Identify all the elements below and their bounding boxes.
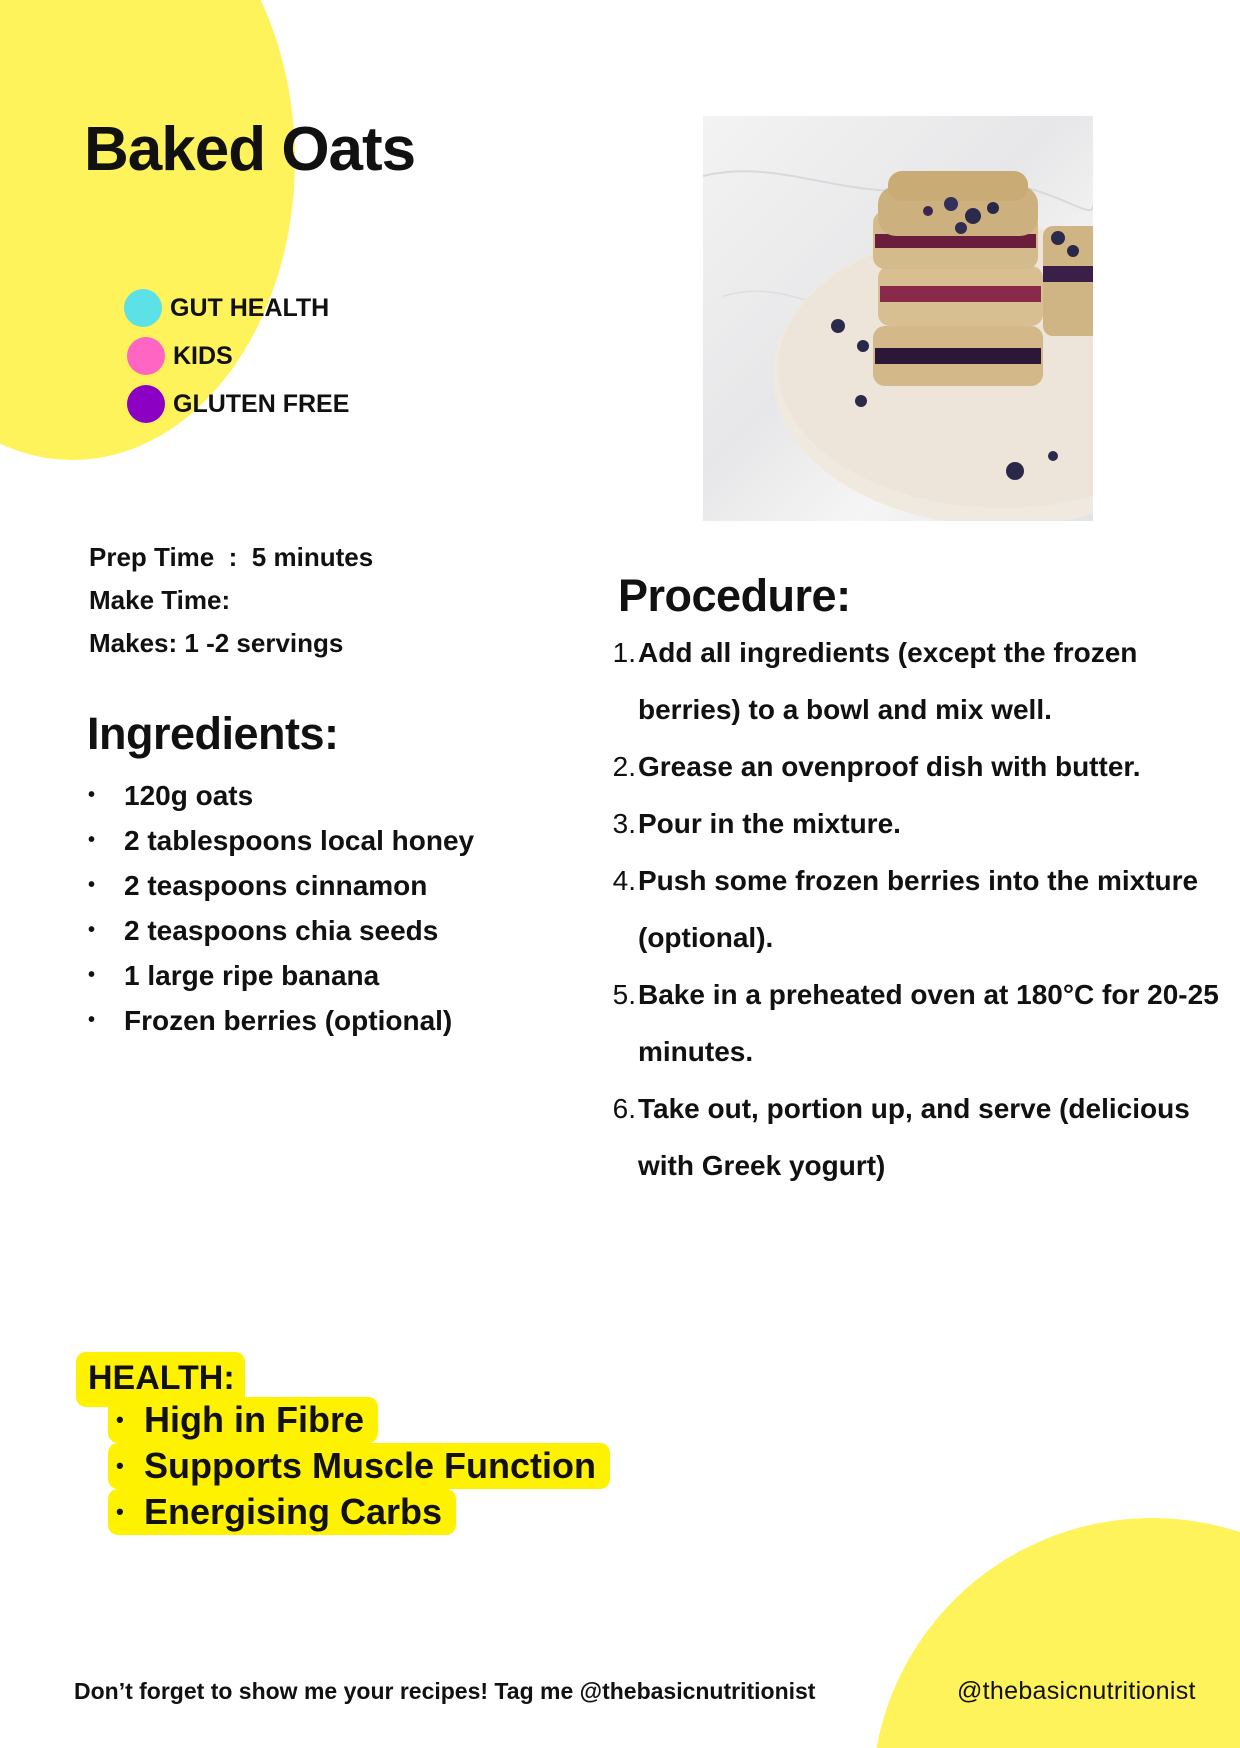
- list-item: • 2 tablespoons local honey: [88, 824, 475, 856]
- purple-dot-icon: [127, 385, 165, 423]
- bullet-icon: •: [116, 1499, 124, 1524]
- bullet-icon: •: [88, 1009, 96, 1031]
- list-item: • 2 teaspoons cinnamon: [88, 869, 428, 901]
- diet-tags: [124, 284, 349, 428]
- make-time: Make Time:: [89, 585, 231, 615]
- servings: Makes: 1 -2 servings: [89, 628, 344, 658]
- health-title: HEALTH:: [76, 1352, 245, 1407]
- tag-kids: [124, 332, 349, 380]
- tag-gluten-free: [124, 380, 349, 428]
- recipe-photo: [703, 116, 1093, 521]
- tag-gut-health: [124, 284, 349, 332]
- recipe-title: Baked Oats: [84, 115, 416, 184]
- procedure-step: 1. Add all ingredients (except the frozen berries) to a bowl and mix well.: [612, 637, 1138, 725]
- health-benefits: [108, 1397, 610, 1535]
- list-item: • 120g oats: [88, 779, 254, 811]
- cyan-dot-icon: [124, 289, 162, 327]
- procedure-step: 2. Grease an ovenproof dish with butter.: [612, 751, 1141, 782]
- procedure-step: 6. Take out, portion up, and serve (delicious with Greek yogurt): [612, 1093, 1190, 1181]
- list-item: • Energising Carbs: [108, 1489, 610, 1535]
- bullet-icon: •: [88, 829, 96, 851]
- ingredients-list: [88, 773, 474, 1043]
- list-item: • High in Fibre: [108, 1397, 610, 1443]
- procedure-steps: [600, 624, 1220, 1194]
- procedure-step: 4. Push some frozen berries into the mixture (optional).: [612, 865, 1199, 953]
- bullet-icon: •: [88, 784, 96, 806]
- footer-cta: Don’t forget to show me your recipes! Tag me @thebasicnutritionist: [74, 1678, 816, 1704]
- recipe-meta: [89, 536, 373, 665]
- health-box: [76, 1352, 610, 1535]
- tag-label: GLUTEN FREE: [173, 389, 350, 418]
- ingredients-heading: Ingredients:: [87, 708, 339, 759]
- procedure-step: 3. Pour in the mixture.: [612, 808, 901, 839]
- list-item: • 1 large ripe banana: [88, 959, 380, 991]
- pink-dot-icon: [127, 337, 165, 375]
- bullet-icon: •: [116, 1453, 124, 1478]
- list-item: • Frozen berries (optional): [88, 1004, 453, 1036]
- prep-time: Prep Time : 5 minutes: [89, 542, 374, 572]
- list-item: • 2 teaspoons chia seeds: [88, 914, 439, 946]
- procedure-step: 5. Bake in a preheated oven at 180°C for 20-25 minutes.: [612, 979, 1219, 1067]
- list-item: • Supports Muscle Function: [108, 1443, 610, 1489]
- footer-handle: @thebasicnutritionist: [957, 1677, 1196, 1705]
- yellow-circle-bottom-right: [872, 1518, 1240, 1748]
- procedure-heading: Procedure:: [618, 570, 851, 621]
- bullet-icon: •: [116, 1407, 124, 1432]
- bullet-icon: •: [88, 964, 96, 986]
- tag-label: GUT HEALTH: [170, 293, 330, 322]
- bullet-icon: •: [88, 919, 96, 941]
- bullet-icon: •: [88, 874, 96, 896]
- tag-label: KIDS: [173, 341, 233, 370]
